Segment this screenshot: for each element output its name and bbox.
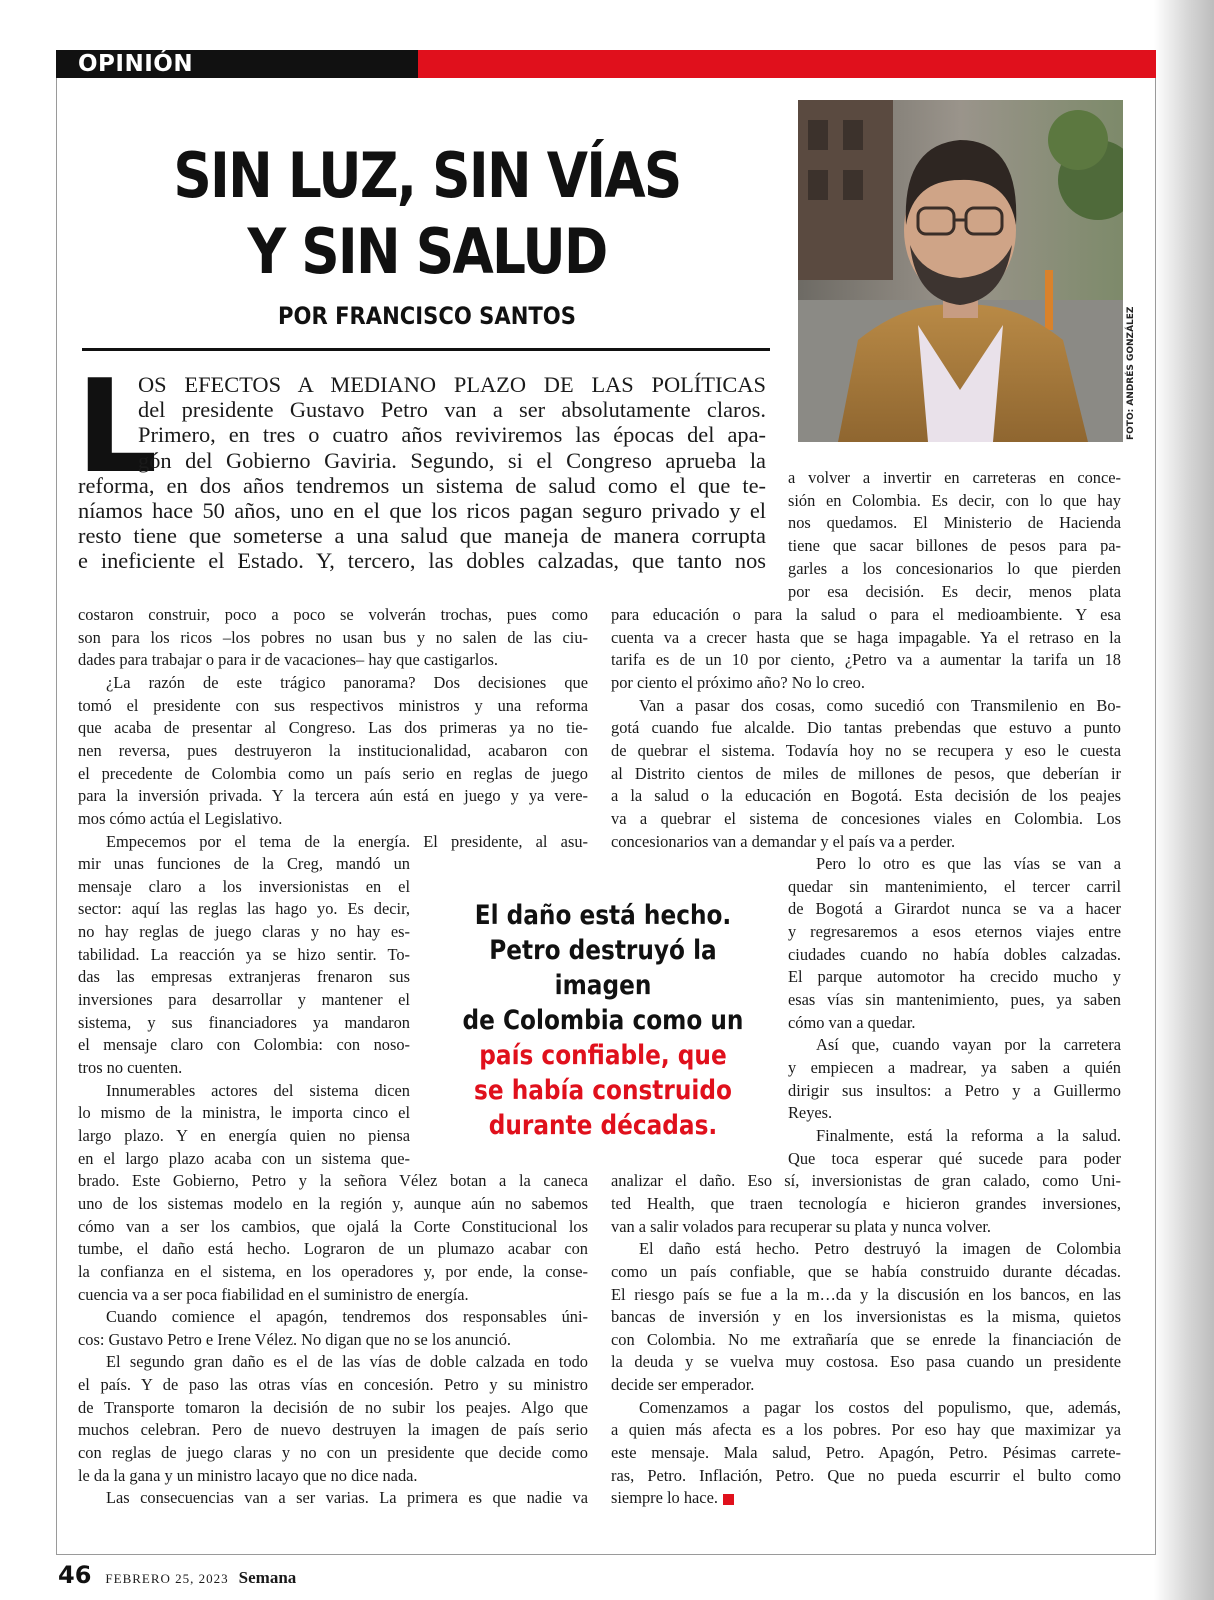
text-line: Las consecuencias van a ser varias. La primera es que nadie va: [106, 1488, 588, 1508]
text-line: cómo van a ser los cambios, que ojalá la Corte Constitucional los: [78, 1216, 588, 1236]
text-line: y regresaremos a esos eternos viajes entre: [788, 922, 1121, 942]
text-line: y empiecen a madrear, ya saben a quién: [788, 1058, 1121, 1077]
text-line: quedar sin mantenimiento, el tercer carril: [788, 876, 1121, 896]
text-line: sistema, y sus financiadores ya mandaron: [78, 1012, 410, 1032]
text-line: nen reversa, pues destruyeron la institucionalidad, acabaron con: [78, 740, 588, 760]
text-line: tabilidad. La reacción ya se hizo sentir. To-: [78, 944, 410, 964]
text-line: cos: Gustavo Petro e Irene Vélez. No digan que no se los anunció.: [78, 1329, 512, 1349]
text-line: siempre lo hace.: [611, 1487, 1121, 1510]
text-line: Innumerables actores del sistema dicen: [106, 1080, 410, 1100]
text-line: tiene que sacar billones de pesos para pa-: [788, 536, 1121, 556]
text-line: Finalmente, está la reforma a la salud.: [816, 1125, 1121, 1145]
text-line: reforma, en dos años tendremos un sistema de salud como el que te-: [78, 472, 766, 498]
pull-quote: [446, 898, 761, 1143]
author-photo: [798, 100, 1123, 442]
text-line: le da la gana y un ministro lacayo que no dice nada.: [78, 1465, 418, 1485]
text-line: mensaje claro a los inversionistas en el: [78, 876, 410, 896]
text-line: lo mismo de la ministra, le importa cinco el: [78, 1103, 410, 1123]
text-line: sión en Colombia. Es decir, con lo que hay: [788, 490, 1121, 510]
text-line: Empecemos por el tema de la energía. El presidente, al asu-: [106, 831, 588, 851]
text-line: muchos celebran. Pero de nuevo destruyen la imagen de país serio: [78, 1420, 588, 1440]
text-line: van a salir volados para recuperar su plata y nunca volver.: [611, 1216, 992, 1236]
article-headline: [130, 138, 723, 290]
text-line: de quebrar el sistema. Todavía hoy no se recupera y eso le cuesta: [611, 740, 1121, 760]
text-line: por esa decisión. Es decir, menos plata: [788, 581, 1121, 601]
text-line: Primero, en tres o cuatro años reviviremos las épocas del apa-: [138, 422, 766, 448]
text-line: costaron construir, poco a poco se volverán trochas, pues como: [78, 605, 588, 624]
text-line: e ineficiente el Estado. Y, tercero, las dobles calzadas, que tanto nos: [78, 548, 766, 574]
pull-quote-line: de Colombia como un: [462, 1005, 744, 1036]
text-line: uno de los sistemas modelo en la región y, aunque aún no sabemos: [78, 1193, 588, 1213]
text-line: el precedente de Colombia como un país serio en reglas de juego: [78, 763, 588, 783]
text-line: El daño está hecho. Petro destruyó la imagen de Colombia: [639, 1239, 1121, 1259]
text-line: con Colombia. No me extrañaría que se enrede la financiación de: [611, 1329, 1121, 1349]
text-line: al Distrito cientos de miles de millones de pesos, que deberían ir: [611, 763, 1121, 783]
text-line: va a quebrar el sistema de concesiones viales en Colombia. Los: [611, 808, 1121, 828]
text-line: la confianza en el sistema, en los operadores y, por ende, la conse-: [78, 1261, 588, 1281]
text-line: largo plazo. Y en energía quien no piensa: [78, 1125, 410, 1145]
text-line: Así que, cuando vayan por la carretera: [816, 1035, 1121, 1055]
text-line: que acaba de presentar al Congreso. Las dos primeras ya no tie-: [78, 718, 588, 738]
pull-quote-line: Petro destruyó la imagen: [489, 935, 717, 1001]
text-line: Van a pasar dos cosas, como sucedió con Transmilenio en Bo-: [639, 695, 1121, 715]
pull-quote-line-red: país confiable, que: [479, 1040, 727, 1071]
text-line: mir unas funciones de la Creg, mandó un: [78, 854, 410, 874]
text-line: garles a los concesionarios lo que pierden: [788, 558, 1121, 578]
text-line: El parque automotor ha crecido mucho y: [788, 967, 1121, 987]
issue-date: FEBRERO 25, 2023: [105, 1571, 229, 1586]
text-line: son para los ricos –los pobres no usan bus y no salen de las ciu-: [78, 627, 588, 647]
section-bar-red: [418, 50, 1156, 78]
text-line: ras, Petro. Inflación, Petro. Que no pueda escurrir el bulto como: [611, 1465, 1121, 1485]
headline-line-2: Y SIN SALUD: [247, 215, 607, 288]
text-line: dades para trabajar o para ir de vacaciones– hay que castigarlos.: [78, 650, 499, 670]
text-line: el mensaje claro con Colombia: con noso-: [78, 1035, 410, 1055]
text-line: decide ser emperador.: [611, 1375, 755, 1395]
byline: POR FRANCISCO SANTOS: [278, 302, 576, 330]
text-line: Reyes.: [788, 1103, 833, 1123]
text-line: del presidente Gustavo Petro van a ser absolutamente claros.: [138, 397, 766, 423]
text-line: no hay reglas de juego claras y no hay es-: [78, 922, 410, 942]
text-line: OS EFECTOS A MEDIANO PLAZO DE LAS POLÍTICAS: [138, 372, 766, 397]
text-line: la deuda y se vuelva muy costosa. Eso pasa cuando un presidente: [611, 1352, 1121, 1372]
text-line: de Bogotá a Girardot nunca se va a hacer: [788, 899, 1121, 919]
section-header-bar: [56, 50, 1156, 78]
text-line: para educación o para la salud o para el medioambiente. Y esa: [611, 605, 1121, 624]
text-line: como un país confiable, que se había construido durante décadas.: [611, 1261, 1121, 1281]
text-line: tumbe, el daño está hecho. Lograron de un plumazo acabar con: [78, 1239, 588, 1259]
text-line: cómo van a quedar.: [788, 1012, 916, 1032]
text-line: Cuando comience el apagón, tendremos dos responsables úni-: [106, 1307, 588, 1327]
text-line: Que toca esperar qué sucede para poder: [788, 1148, 1121, 1168]
photo-credit: FOTO: ANDRÉS GONZÁLEZ: [1126, 306, 1136, 440]
text-line: con reglas de juego claras y no con un presidente que decide como: [78, 1443, 588, 1463]
page-number: 46: [58, 1561, 92, 1589]
text-line: tarifa es de un 10 por ciento, ¿Petro va a aumentar la tarifa un 18: [611, 650, 1121, 670]
text-line: nos quedamos. El Ministerio de Hacienda: [788, 513, 1121, 533]
text-line: bancas de inversión y en los inversionistas es la misma, quietos: [611, 1307, 1121, 1327]
text-line: gón del Gobierno Gaviria. Segundo, si el Congreso aprueba la: [138, 447, 766, 473]
text-line: Pero lo otro es que las vías se van a: [816, 854, 1121, 874]
page-footer: [58, 1560, 296, 1590]
text-line: resto tiene que someterse a una salud que maneja de manera corrupta: [78, 523, 766, 549]
text-line: tros no cuenten.: [78, 1058, 183, 1077]
text-line: brado. Este Gobierno, Petro y la señora Vélez botan a la caneca: [78, 1171, 588, 1191]
text-line: de Transporte tomaron la decisión de no subir los peajes. Algo que: [78, 1397, 588, 1417]
text-line: este mensaje. Mala salud, Petro. Apagón, Petro. Pésimas carrete-: [611, 1443, 1121, 1463]
text-line: mos cómo actúa el Legislativo.: [78, 808, 283, 828]
pull-quote-line-red: durante décadas.: [488, 1110, 718, 1141]
text-line: esas vías sin mantenimiento, pues, ya saben: [788, 990, 1121, 1010]
text-line: el país. Y de paso las otras vías en concesión. Petro y su ministro: [78, 1375, 588, 1395]
text-line: níamos hace 50 años, uno en el que los ricos pagan seguro privado y el: [78, 498, 766, 523]
pull-quote-line-red: se había construido: [474, 1075, 732, 1106]
text-line: analizar el daño. Eso sí, inversionistas de gran calado, como Uni-: [611, 1171, 1121, 1191]
text-line: El riesgo país se fue a la m…da y la discusión en los bancos, en las: [611, 1284, 1121, 1304]
text-line: El segundo gran daño es el de las vías de doble calzada en todo: [106, 1352, 588, 1372]
text-line: a volver a invertir en carreteras en conce-: [788, 468, 1121, 487]
headline-line-1: SIN LUZ, SIN VÍAS: [173, 139, 681, 212]
publication-name: Semana: [238, 1568, 297, 1587]
pull-quote-line: El daño está hecho.: [474, 900, 732, 931]
text-line: sector: aquí las reglas las hago yo. Es decir,: [78, 899, 410, 919]
text-line: cuenta va a crecer hasta que se haga impagable. Ya el retraso en la: [611, 627, 1121, 647]
text-line: ciudades cuando no había dobles calzadas.: [788, 944, 1121, 964]
text-line: por ciento el próximo año? No lo creo.: [611, 672, 865, 692]
section-label: OPINIÓN: [78, 51, 194, 77]
text-line: ted Health, que traen tecnología e hicieron grandes inversiones,: [611, 1193, 1121, 1213]
text-line: para la inversión privada. Y la tercera aún está en juego y ya vere-: [78, 786, 588, 806]
text-line: en el largo plazo acaba con un sistema que-: [78, 1148, 410, 1168]
text-line: a la salud o la educación en Bogotá. Esta decisión de los peajes: [611, 786, 1121, 806]
text-line: Comenzamos a pagar los costos del populismo, que, además,: [639, 1397, 1121, 1417]
text-line: dirigir sus insultos: a Petro y a Guillermo: [788, 1080, 1121, 1100]
end-mark: [723, 1494, 734, 1505]
text-line: das las empresas extranjeras frenaron sus: [78, 967, 410, 987]
text-line: cuencia va a ser poca fiabilidad en el suministro de energía.: [78, 1284, 469, 1304]
text-line: a quien más afecta es a los pobres. Por eso hay que maximizar ya: [611, 1420, 1121, 1440]
text-line: ¿La razón de este trágico panorama? Dos decisiones que: [106, 672, 588, 692]
page-edge-shadow: [1154, 0, 1214, 1600]
text-line: gotá cuando fue alcalde. Dio tantas prebendas que estuvo a punto: [611, 718, 1121, 738]
drop-cap: L: [76, 353, 158, 502]
text-line: inversiones para desarrollar y mantener el: [78, 990, 410, 1010]
headline-rule: [82, 348, 770, 351]
text-line: concesionarios van a demandar y el país va a perder.: [611, 831, 956, 851]
text-line: tomó el presidente con sus respectivos ministros y una reforma: [78, 695, 588, 715]
